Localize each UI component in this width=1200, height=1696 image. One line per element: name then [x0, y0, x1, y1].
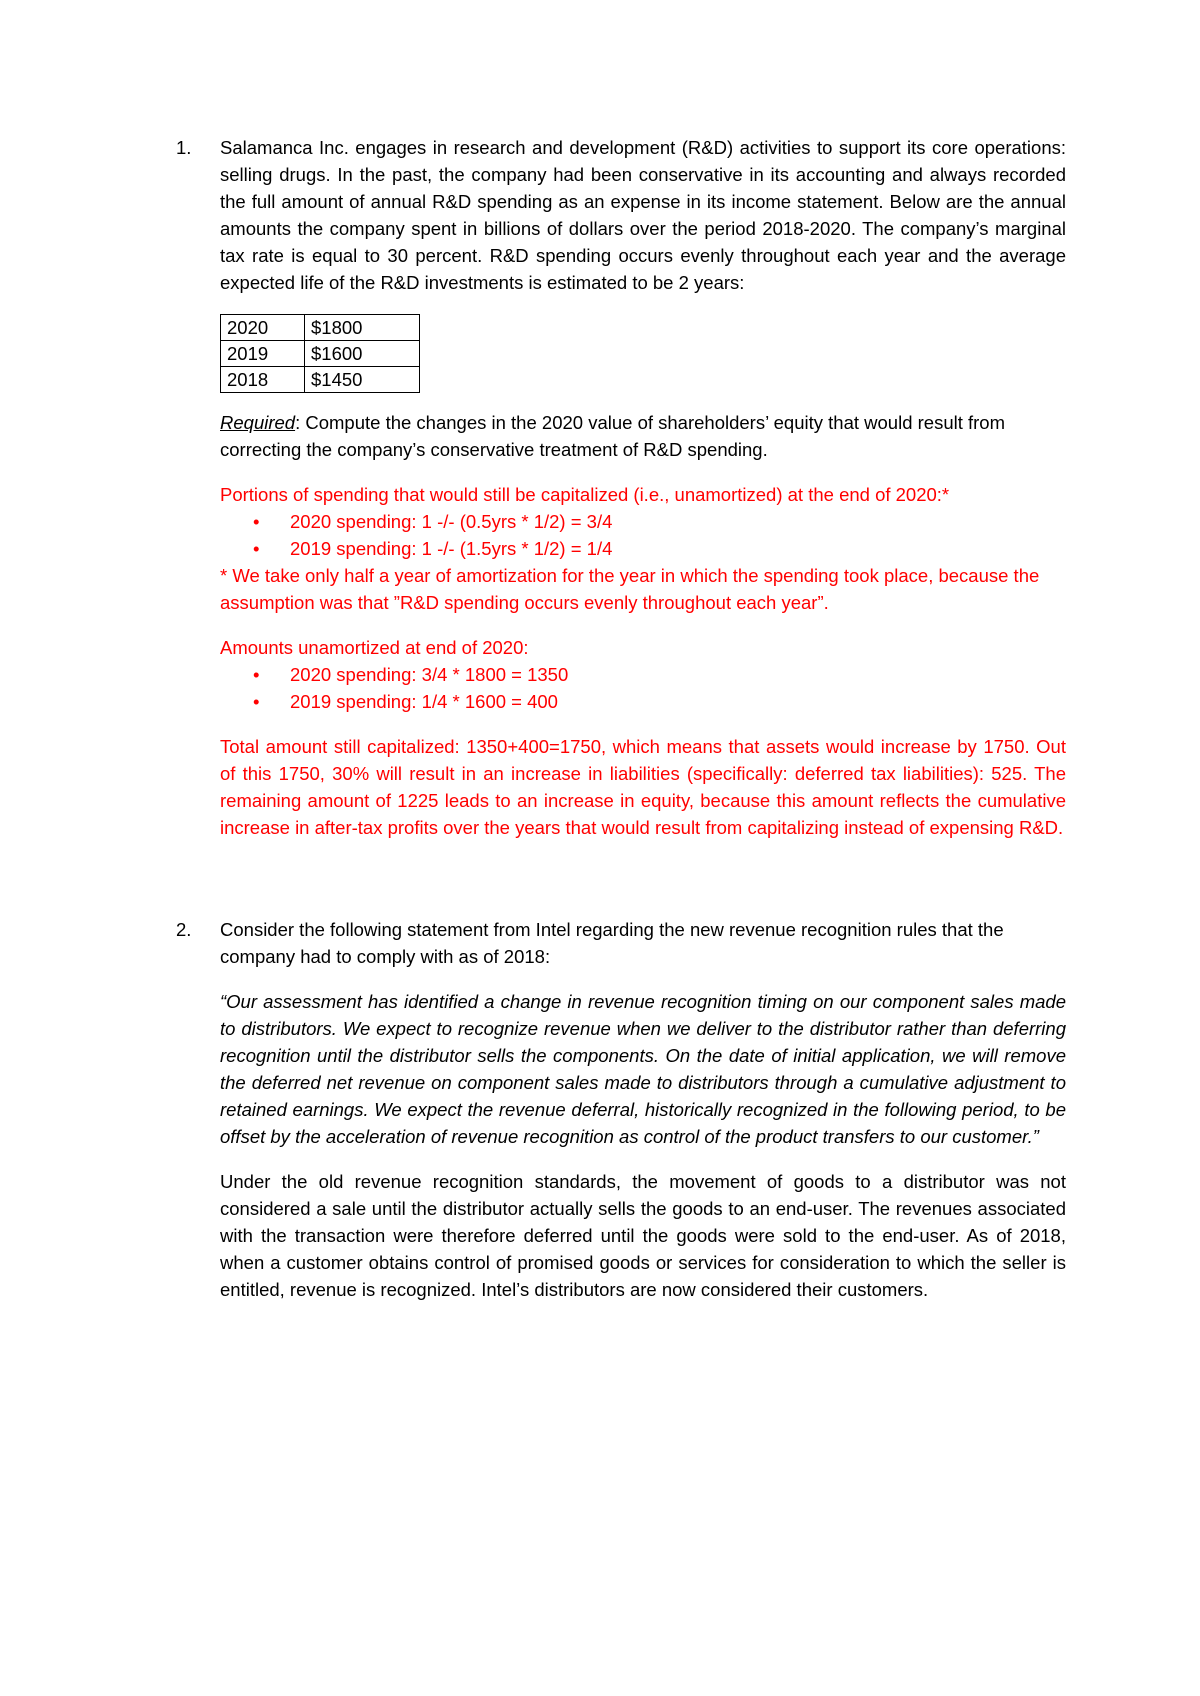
explanation-paragraph: Under the old revenue recognition standards, the movement of goods to a distributor was not considered a sale until the distributor actually sells the goods to an end-user. The revenues associated with the transaction were therefore deferred until the goods were sold to the end-user. As of 2018, when a customer obtains control of promised goods or services for consideration to which the seller is entitled, revenue is recognized. Intel’s distributors are now considered their customers. — [220, 1171, 1066, 1300]
list-item: • 2020 spending: 1 -/- (0.5yrs * 1/2) = 3/4 — [220, 508, 1066, 535]
required-paragraph — [220, 409, 1066, 463]
answer-1 — [220, 481, 1066, 841]
table-cell-year: 2019 — [221, 341, 305, 367]
table-cell-amount: $1600 — [305, 341, 420, 367]
question-body — [220, 134, 1066, 841]
list-item: • 2019 spending: 1/4 * 1600 = 400 — [220, 688, 1066, 715]
total-paragraph: Total amount still capitalized: 1350+400=1750, which means that assets would increase by 1750. Out of this 1750, 30% will result in an increase in liabilities (specifically: deferred tax liabilities): 525. The remaining amount of 1225 leads to an increase in equity, because this amount reflects the cumulative increase in after-tax profits over the years that would result from capitalizing instead of expensing R&D. — [220, 736, 1066, 838]
question-intro: Salamanca Inc. engages in research and development (R&D) activities to support its core operations: selling drugs. In the past, the company had been conservative in its accounting and always recorded the full amount of annual R&D spending as an expense in its income statement. Below are the annual amounts the company spent in billions of dollars over the period 2018-2020. The company’s marginal tax rate is equal to 30 percent. R&D spending occurs evenly throughout each year and the average expected life of the R&D investments is estimated to be 2 years: — [220, 137, 1066, 293]
table-row — [221, 315, 420, 341]
bullet-icon: • — [253, 691, 260, 712]
required-text: : Compute the changes in the 2020 value of shareholders’ equity that would result from correcting the company’s conservative treatment of R&D spending. — [220, 412, 1006, 460]
table-row — [221, 341, 420, 367]
question-number: 1. — [176, 137, 192, 158]
question-number: 2. — [176, 919, 192, 940]
table-cell-year: 2018 — [221, 367, 305, 393]
bullet-icon: • — [253, 664, 260, 685]
question-body — [220, 916, 1066, 1303]
amounts-list — [220, 661, 1066, 715]
table-cell-amount: $1800 — [305, 315, 420, 341]
question-1 — [176, 134, 1066, 841]
rd-spending-table — [220, 314, 420, 393]
table-row — [221, 367, 420, 393]
list-item: • 2020 spending: 3/4 * 1800 = 1350 — [220, 661, 1066, 688]
table-cell-year: 2020 — [221, 315, 305, 341]
list-item: • 2019 spending: 1 -/- (1.5yrs * 1/2) = 1/4 — [220, 535, 1066, 562]
question-2 — [176, 916, 1066, 1303]
footnote: * We take only half a year of amortization for the year in which the spending took place, because the assumption was that ”R&D spending occurs evenly throughout each year”. — [220, 565, 1040, 613]
portions-heading: Portions of spending that would still be capitalized (i.e., unamortized) at the end of 2020:* — [220, 484, 950, 505]
table-cell-amount: $1450 — [305, 367, 420, 393]
question-intro: Consider the following statement from Intel regarding the new revenue recognition rules that the company had to comply with as of 2018: — [220, 919, 1004, 967]
required-label: Required — [220, 412, 296, 433]
portions-list — [220, 508, 1066, 562]
amounts-heading: Amounts unamortized at end of 2020: — [220, 637, 529, 658]
bullet-icon: • — [253, 511, 260, 532]
bullet-icon: • — [253, 538, 260, 559]
intel-quote: “Our assessment has identified a change in revenue recognition timing on our component sales made to distributors. We expect to recognize revenue when we deliver to the distributor rather than deferring recognition until the distributor sells the components. On the date of initial application, we will remove the deferred net revenue on component sales made to distributors through a cumulative adjustment to retained earnings. We expect the revenue deferral, historically recognized in the following period, to be offset by the acceleration of revenue recognition as control of the product transfers to our customer.” — [220, 991, 1066, 1147]
